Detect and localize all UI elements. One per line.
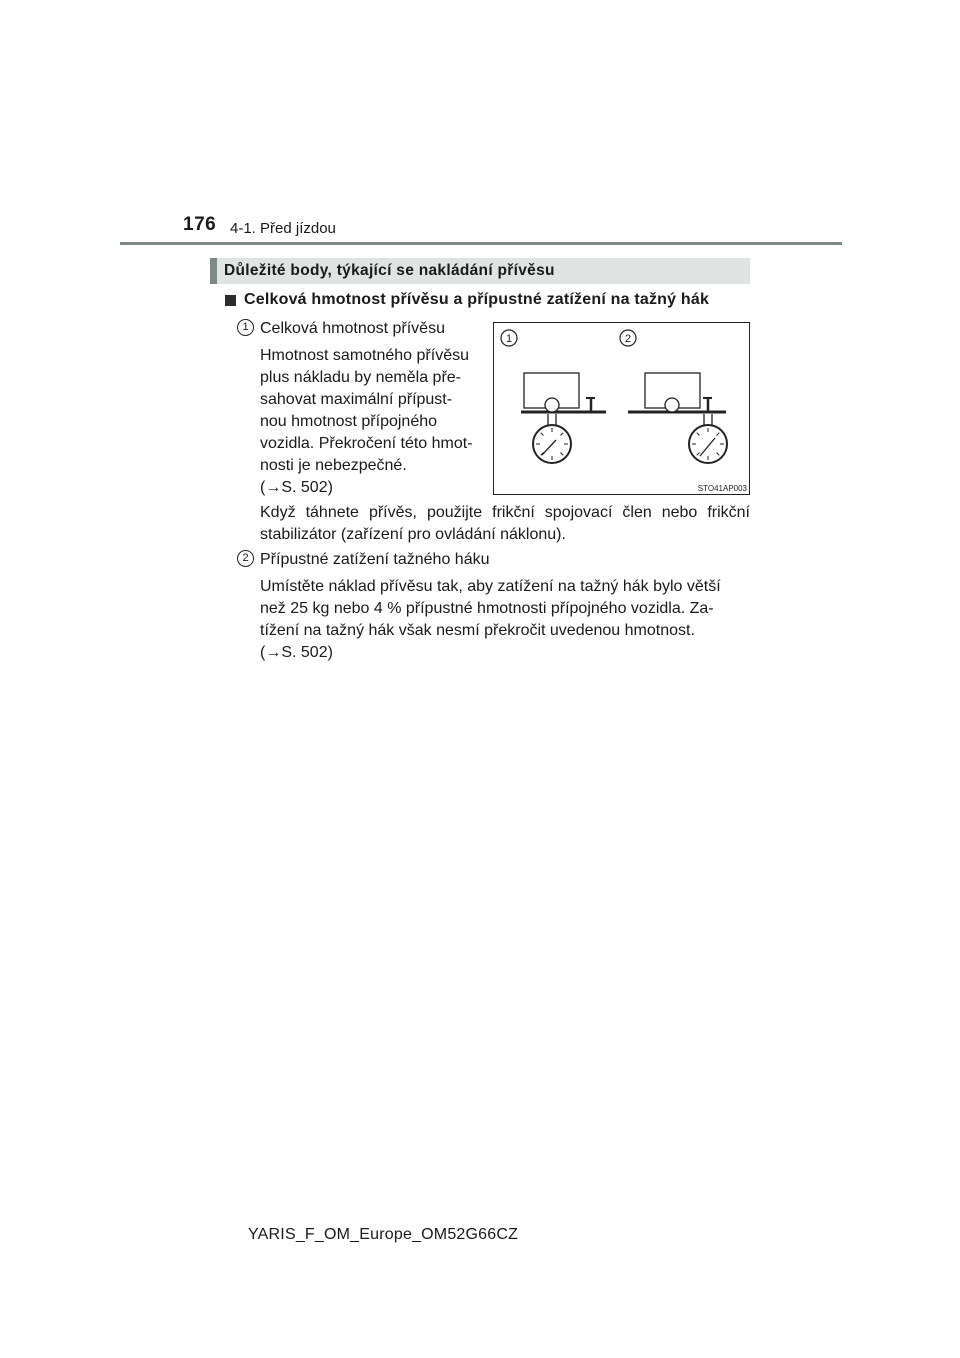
item1-body	[260, 345, 489, 499]
item-number-2: 2	[237, 550, 254, 567]
subheading: Celková hmotnost přívěsu a přípustné zatížení na tažný hák	[244, 291, 710, 308]
item2-line: tížení na tažný hák však nesmí překročit uvedenou hmotnost.	[260, 622, 695, 639]
item1-ref: (→S. 502)	[260, 479, 333, 496]
figure-callout-1: 1	[505, 333, 513, 345]
item1-line: vozidla. Překročení této hmot-	[260, 435, 473, 452]
trailer-weight-figure	[493, 322, 750, 495]
item1-title: Celková hmotnost přívěsu	[260, 320, 445, 337]
item2-line: Umístěte náklad přívěsu tak, aby zatížení na tažný hák bylo větší	[260, 578, 721, 595]
item1-line: nosti je nebezpečné.	[260, 457, 407, 474]
item2-line: než 25 kg nebo 4 % přípustné hmotnosti přípojného vozidla. Za-	[260, 600, 714, 617]
item1-line: plus nákladu by neměla pře-	[260, 369, 462, 386]
header-rule	[120, 242, 842, 245]
figure-callout-2: 2	[624, 333, 632, 345]
item2-text	[260, 576, 750, 664]
item2-title: Přípustné zatížení tažného háku	[260, 551, 490, 568]
figure-illustration	[494, 323, 749, 494]
item1-line: Hmotnost samotného přívěsu	[260, 347, 469, 364]
scene-total-weight	[521, 373, 606, 463]
page-number: 176	[183, 214, 217, 235]
figure-code: STO41AP003	[697, 484, 747, 493]
section-title: 4-1. Před jízdou	[230, 220, 336, 237]
item1-line: nou hmotnost přípojného	[260, 413, 438, 430]
heading-text: Důležité body, týkající se nakládání přívěsu	[224, 262, 555, 279]
heading-marker	[210, 258, 217, 284]
item1-line: sahovat maximální přípust-	[260, 391, 453, 408]
item2-ref: (→S. 502)	[260, 644, 333, 661]
item1-note: Když táhnete přívěs, použijte frikční spojovací člen nebo frikční stabilizátor (zařízení pro ovládání náklonu).	[260, 504, 750, 543]
scene-tongue-weight	[628, 373, 727, 463]
footer-doc-id: YARIS_F_OM_Europe_OM52G66CZ	[248, 1226, 519, 1243]
item-number-1: 1	[237, 319, 254, 336]
bullet-square-icon	[225, 295, 236, 306]
